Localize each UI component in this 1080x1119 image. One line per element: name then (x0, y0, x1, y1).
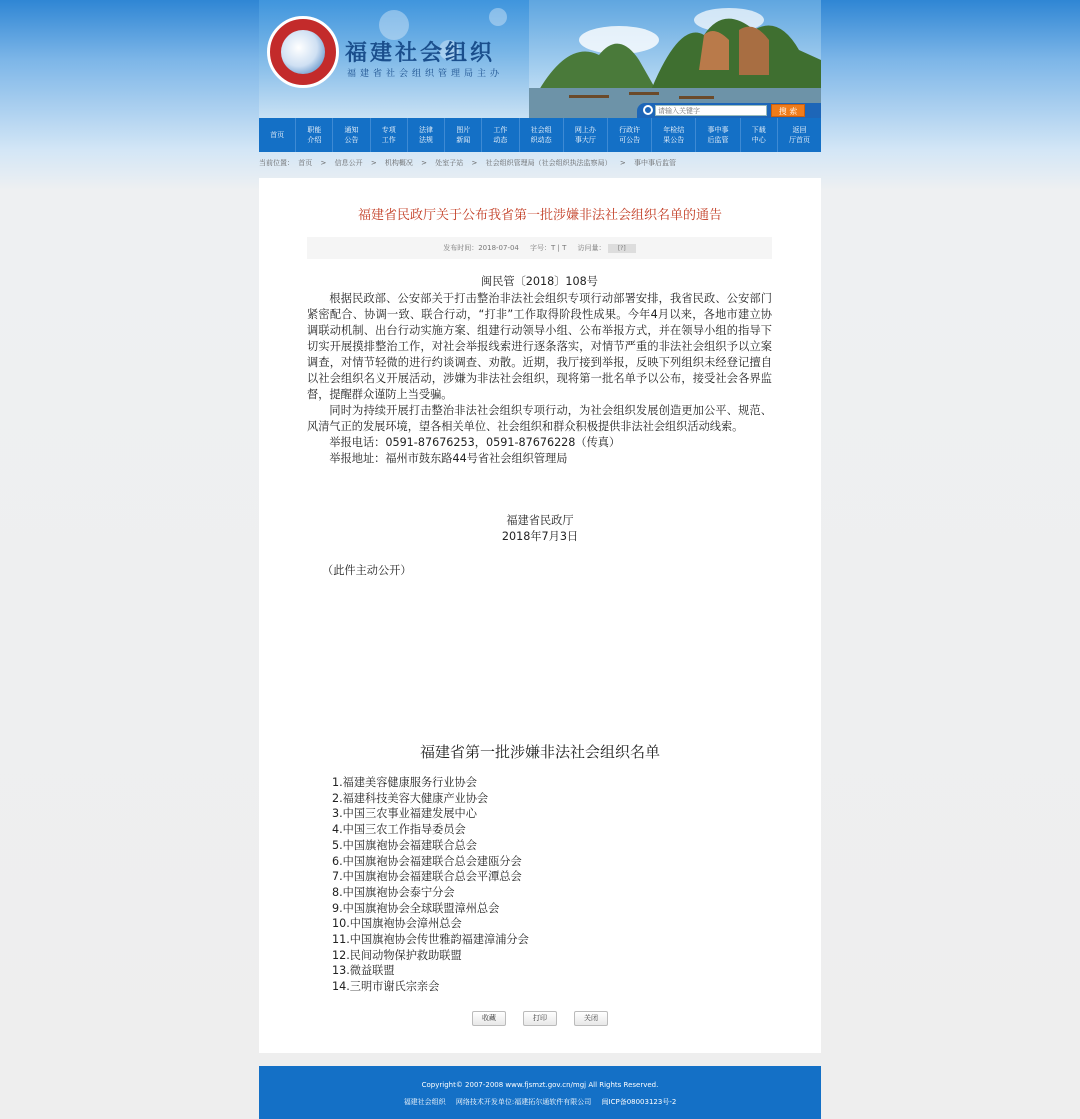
list-item: 9.中国旗袍协会全球联盟漳州总会 (332, 901, 500, 915)
footer-org: 福建社会组织 (403, 1098, 446, 1106)
org-list (332, 775, 529, 995)
breadcrumb-link[interactable]: 社会组织管理局（社会组织执法监察局） (485, 159, 612, 167)
breadcrumb-link[interactable]: 首页 (298, 159, 313, 167)
nav-item-permit-notices[interactable]: 行政许 可公告 (608, 118, 652, 152)
views-label: 访问量： (577, 244, 606, 252)
publish-date: 发布时间：2018-07-04 (443, 244, 519, 252)
article-meta (307, 237, 772, 259)
font-size-toggle[interactable]: 字号：T | T (530, 244, 567, 252)
list-item: 4.中国三农工作指导委员会 (332, 823, 466, 837)
footer-icp[interactable]: 闽ICP备08003123号-2 (601, 1098, 677, 1106)
nav-item-inspection-results[interactable]: 年检结 果公告 (652, 118, 696, 152)
list-item: 14.三明市谢氏宗亲会 (332, 980, 440, 994)
breadcrumb-separator: > (320, 159, 327, 167)
nav-item-downloads[interactable]: 下载 中心 (741, 118, 778, 152)
article-paragraph: 同时为持续开展打击整治非法社会组织专项行动，为社会组织发展创造更加公平、规范、风清气正的发展环境，望各相关单位、社会组织和群众积极提供非法社会组织活动线索。 (307, 404, 772, 433)
article-body (307, 274, 772, 467)
list-item: 2.福建科技美容大健康产业协会 (332, 791, 489, 805)
site-subtitle: 福建省社会组织管理局主办 (347, 69, 504, 79)
site-logo[interactable] (267, 16, 339, 88)
article-title: 福建省民政厅关于公布我省第一批涉嫌非法社会组织名单的通告 (357, 208, 722, 223)
issuer: 福建省民政厅 (506, 514, 574, 527)
search-button[interactable]: 搜 索 (771, 104, 805, 117)
nav-item-org-news[interactable]: 社会组 织动态 (520, 118, 564, 152)
copyright: Copyright© 2007-2008 www.fjsmzt.gov.cn/mgj All Rights Reserved. (421, 1081, 659, 1089)
list-item: 11.中国旗袍协会传世雅韵福建漳浦分会 (332, 933, 529, 947)
list-item: 10.中国旗袍协会漳州总会 (332, 917, 462, 931)
site-title[interactable]: 福建社会组织 (345, 40, 496, 66)
nav-item-supervision[interactable]: 事中事 后监管 (696, 118, 740, 152)
footer-developer: 网络技术开发单位:福建拓尔通软件有限公司 (455, 1098, 592, 1106)
nav-item-special-work[interactable]: 专项 工作 (371, 118, 408, 152)
nav-item-back-home[interactable]: 返回 厅首页 (788, 126, 810, 144)
breadcrumb-link[interactable]: 处室子站 (435, 159, 464, 167)
favorite-button[interactable]: 收藏 (472, 1011, 506, 1026)
site-footer (259, 1066, 821, 1119)
close-button[interactable]: 关闭 (574, 1011, 608, 1026)
search-icon (643, 105, 653, 115)
decor-bokeh (489, 8, 507, 26)
print-button[interactable]: 打印 (523, 1011, 557, 1026)
disclosure-note: （此件主动公开） (322, 564, 412, 577)
list-item: 8.中国旗袍协会泰宁分会 (332, 885, 455, 899)
report-address: 举报地址：福州市鼓东路44号省社会组织管理局 (329, 452, 568, 465)
breadcrumb-separator: > (619, 159, 626, 167)
list-item: 12.民间动物保护救助联盟 (332, 948, 462, 962)
footer-info (259, 1097, 821, 1107)
action-buttons (472, 1011, 608, 1026)
breadcrumb-link[interactable]: 信息公开 (334, 159, 363, 167)
nav-item-home[interactable]: 首页 (259, 118, 296, 152)
breadcrumb-separator: > (471, 159, 478, 167)
site-header (259, 0, 821, 118)
nav-item-online-service[interactable]: 网上办 事大厅 (564, 118, 608, 152)
issue-date: 2018年7月3日 (501, 530, 579, 543)
article-paragraph: 根据民政部、公安部关于打击整治非法社会组织专项行动部署安排，我省民政、公安部门紧密配合、协调一致、联合行动，“打非”工作取得阶段性成果。今年4月以来，各地市建立协调联动机制、出台行动实施方案、组建行动领导小组、公布举报方式，并在领导小组的指导下切实开展摸排整治工作，对社会举报线索进行逐条落实，对情节严重的非法社会组织予以立案调查，对情节轻微的进行约谈调查、劝散。近期，我厅接到举报，反映下列组织未经登记擅自以社会组织名义开展活动，涉嫌为非法社会组织，现将第一批名单予以公布，接受社会各界监督，提醒群众谨防上当受骗。 (307, 292, 772, 401)
breadcrumb-label: 当前位置： (259, 159, 294, 167)
nav-item-work-news[interactable]: 工作 动态 (482, 118, 519, 152)
breadcrumb-separator: > (370, 159, 377, 167)
list-item: 7.中国旗袍协会福建联合总会平潭总会 (332, 870, 522, 884)
nav-item-laws[interactable]: 法律 法规 (408, 118, 445, 152)
main-nav (259, 118, 821, 152)
nav-item-functions[interactable]: 职能 介绍 (296, 118, 333, 152)
list-item: 1.福建美容健康服务行业协会 (332, 776, 477, 789)
list-title: 福建省第一批涉嫌非法社会组织名单 (419, 743, 660, 761)
logo-emblem-icon (281, 30, 325, 74)
article-panel (259, 178, 821, 1053)
search-input[interactable] (655, 105, 767, 116)
document-number: 闽民管〔2018〕108号 (481, 275, 598, 288)
breadcrumb (259, 158, 821, 168)
list-item: 13.微益联盟 (332, 964, 395, 978)
list-item: 5.中国旗袍协会福建联合总会 (332, 838, 477, 852)
views-count: [?] (608, 244, 636, 253)
breadcrumb-current[interactable]: 事中事后监管 (633, 159, 676, 167)
nav-item-photo-news[interactable]: 图片 新闻 (445, 118, 482, 152)
nav-item-notices[interactable]: 通知 公告 (333, 118, 370, 152)
landscape-banner-image (529, 0, 821, 118)
search-bar (637, 103, 821, 118)
list-item: 6.中国旗袍协会福建联合总会建瓯分会 (332, 854, 522, 868)
list-item: 3.中国三农事业福建发展中心 (332, 807, 477, 821)
breadcrumb-separator: > (421, 159, 428, 167)
breadcrumb-link[interactable]: 机构概况 (384, 159, 413, 167)
report-phone: 举报电话：0591-87676253，0591-87676228（传真） (329, 436, 621, 449)
